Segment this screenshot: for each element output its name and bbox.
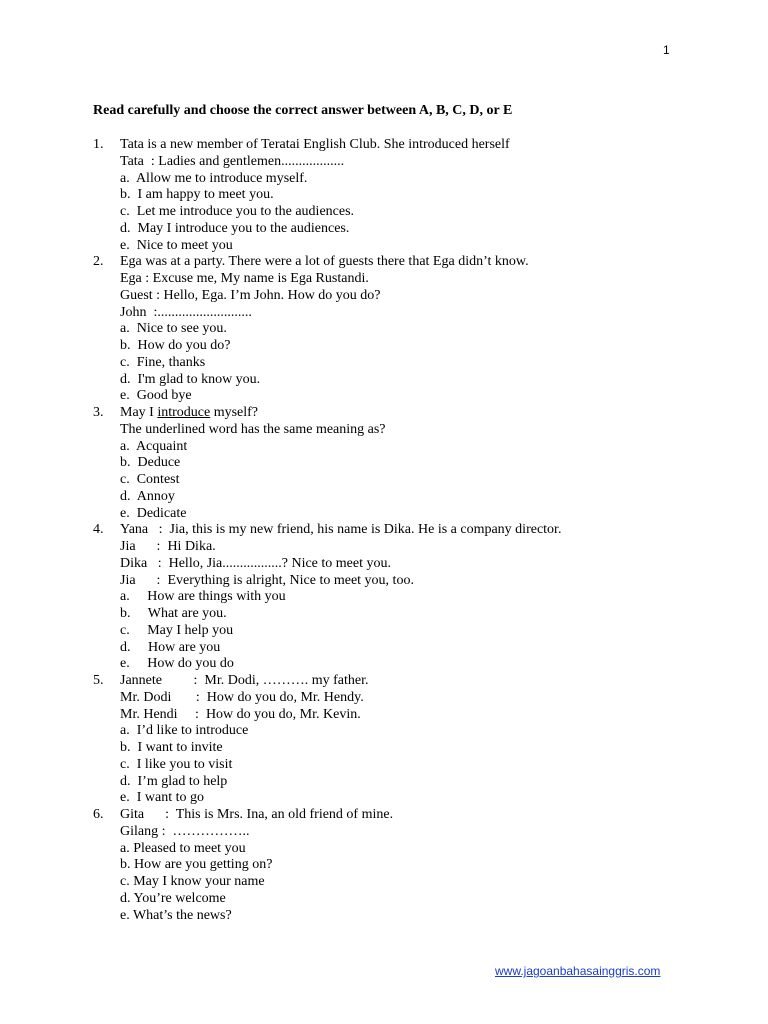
option-c: c. May I know your name (120, 874, 265, 889)
footer-website-link[interactable]: www.jagoanbahasainggris.com (495, 964, 661, 978)
question-list (93, 137, 693, 924)
question-number: 2. (93, 254, 104, 270)
question-text (120, 405, 258, 422)
dialogue-line: Jia : Hi Dika. (120, 539, 216, 554)
question-5 (93, 673, 693, 807)
question-number: 1. (93, 137, 104, 152)
option-b: b. How do you do? (120, 338, 231, 353)
option-a: a. Allow me to introduce myself. (120, 170, 308, 186)
option-a: a. How are things with you (120, 589, 286, 605)
dialogue-line: Guest : Hello, Ega. I’m John. How do you do? (120, 287, 381, 303)
option-b: b. What are you. (120, 606, 227, 621)
dialogue-line: Mr. Hendi : How do you do, Mr. Kevin. (120, 706, 361, 722)
option-b: b. Deduce (120, 455, 181, 471)
dialogue-line: Gita : This is Mrs. Ina, an old friend of mine. (120, 807, 394, 822)
dialogue-line: Jia : Everything is alright, Nice to meet you, too. (120, 572, 414, 588)
option-d: d. Annoy (120, 488, 175, 504)
instruction-heading: Read carefully and choose the correct answer between A, B, C, D, or E (93, 103, 513, 118)
option-c: c. May I help you (120, 622, 234, 638)
dialogue-line: Jannete : Mr. Dodi, ………. my father. (120, 673, 369, 688)
option-e: e. How do you do (120, 656, 234, 672)
dialogue-line: Mr. Dodi : How do you do, Mr. Hendy. (120, 689, 364, 705)
option-d: d. I’m glad to help (120, 773, 228, 789)
option-e: e. Dedicate (120, 505, 187, 521)
question-6 (93, 807, 693, 924)
question-number: 4. (93, 522, 104, 538)
question-number: 6. (93, 807, 104, 822)
dialogue-line: Gilang : …………….. (120, 823, 250, 839)
question-2 (93, 254, 693, 405)
option-c: c. Let me introduce you to the audiences. (120, 204, 355, 219)
question-text: Ega was at a party. There were a lot of guests there that Ega didn’t know. (120, 254, 529, 270)
option-d: d. You’re welcome (120, 890, 226, 906)
option-e: e. Nice to meet you (120, 237, 233, 253)
option-c: c. I like you to visit (120, 756, 233, 772)
question-3 (93, 405, 693, 522)
page-number: 1 (663, 43, 670, 57)
option-e: e. I want to go (120, 790, 204, 806)
underlined-word: introduce (157, 405, 211, 420)
dialogue-line: John :........................... (120, 304, 252, 320)
question-prompt: The underlined word has the same meaning as? (120, 421, 386, 437)
question-1 (93, 137, 693, 254)
option-a: a. Acquaint (120, 438, 188, 454)
question-text-start: May I (120, 405, 158, 420)
option-c: c. Fine, thanks (120, 354, 206, 370)
question-number: 5. (93, 673, 104, 688)
question-text: Tata is a new member of Teratai English Club. She introduced herself (120, 137, 510, 152)
option-b: b. I want to invite (120, 740, 223, 755)
dialogue-line: Ega : Excuse me, My name is Ega Rustandi. (120, 271, 369, 286)
question-number: 3. (93, 405, 104, 420)
option-b: b. How are you getting on? (120, 857, 273, 873)
option-d: d. How are you (120, 639, 221, 655)
question-4 (93, 522, 693, 673)
option-a: a. Nice to see you. (120, 321, 227, 337)
dialogue-line: Yana : Jia, this is my new friend, his name is Dika. He is a company director. (120, 522, 562, 538)
option-e: e. What’s the news? (120, 907, 232, 923)
option-d: d. May I introduce you to the audiences. (120, 220, 350, 236)
option-d: d. I'm glad to know you. (120, 371, 261, 387)
option-a: a. I’d like to introduce (120, 723, 249, 739)
option-a: a. Pleased to meet you (120, 840, 246, 856)
option-c: c. Contest (120, 472, 180, 487)
dialogue-line: Dika : Hello, Jia.................? Nice to meet you. (120, 555, 391, 571)
option-b: b. I am happy to meet you. (120, 187, 274, 203)
question-text-end: myself? (210, 405, 259, 420)
option-e: e. Good bye (120, 388, 192, 404)
dialogue-line: Tata : Ladies and gentlemen.................. (120, 153, 345, 169)
